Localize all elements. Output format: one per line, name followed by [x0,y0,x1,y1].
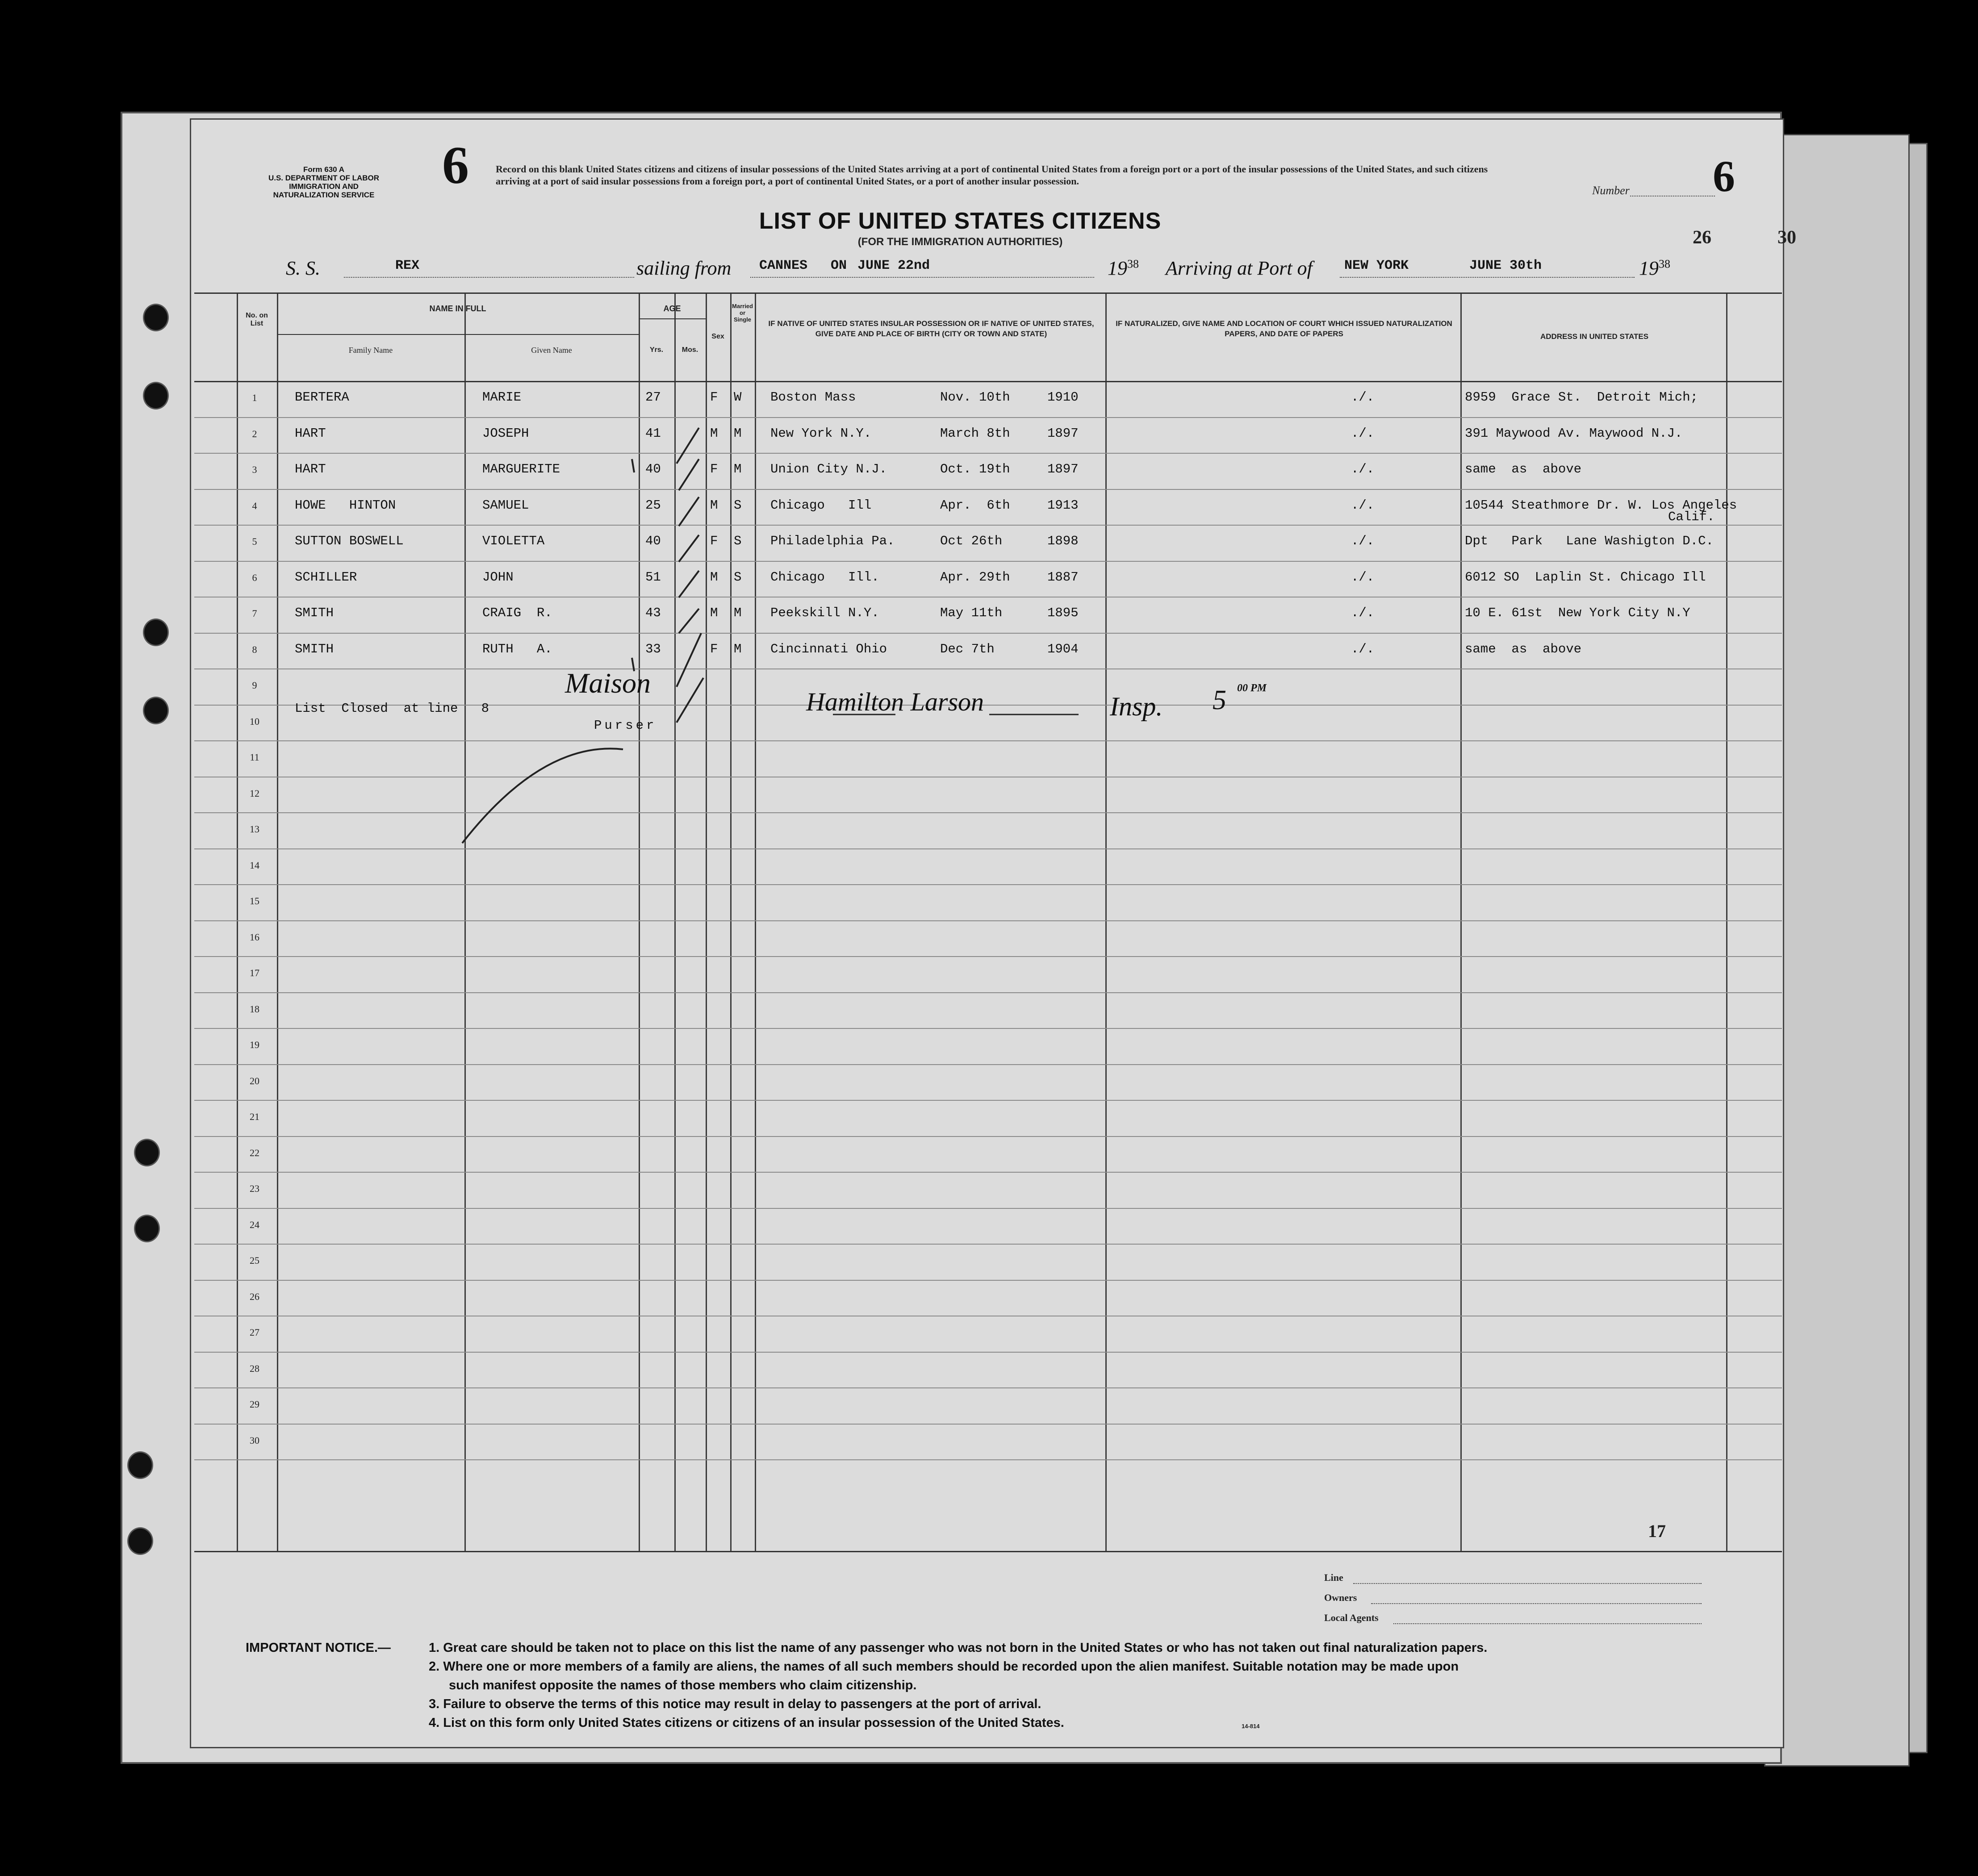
cell-family: SCHILLER [295,569,357,585]
year-prefix-text: 19 [1108,257,1127,279]
cell-birth-year: 1898 [1047,534,1079,548]
department: U.S. DEPARTMENT OF LABOR [268,174,380,182]
cell-ms: W [734,390,742,405]
row-number: 2 [252,428,257,439]
binder-hole [143,697,169,724]
agents-underline [1393,1623,1702,1624]
year-prefix-text: 19 [1639,257,1659,279]
arriving-label: Arriving at Port of [1166,257,1313,279]
passenger-table [194,292,1782,1552]
header-given-name: Given Name [531,346,572,355]
service-line: NATURALIZATION SERVICE [273,191,375,199]
departure-date: JUNE 22nd [857,258,930,273]
cell-sex: M [710,569,718,585]
cell-nat: ./. [1351,390,1375,405]
purser-label: Purser [594,718,657,733]
row-number: 25 [250,1255,259,1266]
header-married-single: Married or Single [732,303,753,323]
handwriting-strokes [194,294,1782,1551]
row-number: 24 [250,1219,259,1230]
cell-sex: M [710,497,718,513]
service-line: IMMIGRATION AND [289,182,359,191]
owners-underline [1371,1603,1702,1604]
cell-birth-year: 1904 [1047,641,1079,656]
cell-ms: S [734,497,742,513]
cell-birth-place: New York N.Y. [770,426,872,441]
row-number: 12 [250,787,259,799]
page-subtitle: (FOR THE IMMIGRATION AUTHORITIES) [857,236,1063,248]
binder-hole [143,382,169,409]
cell-birth-date: March 8th [940,426,1010,441]
form-number-block [250,165,397,199]
cell-birth-year: 1897 [1047,462,1079,476]
on-label: ON [831,258,847,273]
cell-sex: F [710,534,718,548]
row-number: 22 [250,1147,259,1158]
row-number: 23 [250,1183,259,1194]
header-sex: Sex [711,333,724,340]
number-label: Number [1592,184,1630,197]
closing-time-suffix: 00 PM [1237,682,1267,694]
cell-addr-continued: Calif. [1668,509,1715,524]
line-label: Line [1324,1572,1343,1583]
row-number: 4 [252,500,257,511]
cell-yrs: 33 [645,641,661,656]
cell-nat: ./. [1351,569,1375,585]
cell-family: HOWE HINTON [295,497,396,513]
list-number-large: 6 [442,135,469,195]
cell-birth-year: 1895 [1047,606,1079,620]
row-number: 21 [250,1111,259,1122]
cell-birth-date: Apr. 6th [940,497,1010,513]
row-number: 1 [252,392,257,403]
cell-nat: ./. [1351,497,1375,513]
header-years: Yrs. [649,346,664,354]
notice-item-2: 2. Where one or more members of a family are aliens, the names of all such members should be recorded upon the alien manifest. Suitable notation may be made upon [429,1659,1459,1674]
cell-birth-date: May 11th [940,606,1003,620]
ship-name: REX [395,258,420,273]
cell-nat: ./. [1351,462,1375,476]
row-number: 17 [250,967,259,978]
cell-yrs: 25 [645,497,661,513]
owners-label: Owners [1324,1592,1357,1603]
cell-family: HART [295,462,326,476]
cell-nat: ./. [1351,426,1375,441]
row-number: 28 [250,1362,259,1374]
row-number: 27 [250,1327,259,1338]
header-name-in-full: NAME IN FULL [429,304,486,313]
cell-ms: M [734,606,742,620]
notice-item-4: 4. List on this form only United States citizens or citizens of an insular possession of the United States. [429,1716,1064,1730]
row-number: 16 [250,931,259,943]
notice-item-2-cont: such manifest opposite the names of those members who claim citizenship. [449,1678,917,1692]
row-number: 13 [250,823,259,835]
arrival-date: JUNE 30th [1469,258,1542,273]
inspector-signature: Hamilton Larson [806,687,984,716]
sheet-number: 26 [1693,227,1711,248]
cell-given: RUTH A. [482,641,552,656]
row-number: 30 [250,1434,259,1446]
cell-sex: F [710,390,718,405]
cell-family: SUTTON BOSWELL [295,534,404,548]
cell-birth-place: Boston Mass [770,390,856,405]
instruction-text: Record on this blank United States citizens and citizens of insular possessions of the United States arriving at a port of continental United States from a foreign port or a port of the insular possessions of the United States, and such citizens arriving at a port of said insular possessions from a foreign port, a port of continental United States, or a port of another insular possession. [496,163,1488,187]
year-prefix [1639,257,1670,280]
form-number: Form 630 A [303,165,344,174]
row-number: 15 [250,895,259,907]
cell-yrs: 40 [645,534,661,548]
cell-birth-place: Union City N.J. [770,462,887,476]
cell-addr: 10 E. 61st New York City N.Y [1465,606,1690,620]
header-naturalized: IF NATURALIZED, GIVE NAME AND LOCATION OF COURT WHICH ISSUED NATURALIZATION PAPERS, AND DATE OF PAPERS [1116,319,1452,338]
year-prefix [1108,257,1139,280]
back-sheet [1764,134,1910,1767]
list-closed-text: List Closed at line 8 [295,701,489,716]
row-number: 6 [252,572,257,583]
cell-family: HART [295,426,326,441]
cell-given: JOSEPH [482,426,529,441]
binder-hole [134,1215,160,1242]
cell-given: CRAIG R. [482,606,552,620]
cell-addr: Dpt Park Lane Washigton D.C. [1465,534,1714,548]
cell-addr: same as above [1465,641,1582,656]
sailing-underline [750,277,1094,278]
departure-year: 38 [1127,257,1139,271]
header-months: Mos. [682,346,698,354]
cell-birth-year: 1897 [1047,426,1079,441]
header-address: ADDRESS IN UNITED STATES [1540,332,1649,341]
cell-given: MARIE [482,390,522,405]
cell-sex: M [710,606,718,620]
sailing-label: sailing from [636,257,732,279]
print-code: 14-814 [1242,1723,1260,1730]
page-title: LIST OF UNITED STATES CITIZENS [759,208,1162,234]
cell-family: SMITH [295,606,334,620]
local-agents-label: Local Agents [1324,1612,1379,1623]
row-number: 19 [250,1039,259,1050]
notice-label: IMPORTANT NOTICE.— [246,1641,391,1655]
cell-given: SAMUEL [482,497,529,513]
purser-signature: Maison [565,667,651,699]
binder-hole [127,1451,153,1479]
closing-time: 5 [1213,685,1226,715]
cell-birth-place: Chicago Ill. [770,569,879,585]
row-number: 20 [250,1075,259,1086]
cell-ms: M [734,426,742,441]
binder-hole [143,618,169,646]
cell-yrs: 51 [645,569,661,585]
cell-sex: F [710,462,718,476]
cell-birth-year: 1887 [1047,569,1079,585]
cell-addr: 6012 SO Laplin St. Chicago Ill [1465,569,1706,585]
cell-given: JOHN [482,569,514,585]
cell-birth-place: Peekskill N.Y. [770,606,879,620]
cell-family: SMITH [295,641,334,656]
notice-item-1: 1. Great care should be taken not to place on this list the name of any passenger who was not born in the United States or who has not taken out final naturalization papers. [429,1641,1488,1655]
ss-label: S. S. [286,257,320,279]
row-number: 3 [252,464,257,475]
cell-nat: ./. [1351,606,1375,620]
binder-hole [143,304,169,331]
cell-sex: F [710,641,718,656]
cell-birth-place: Philadelphia Pa. [770,534,895,548]
cell-birth-date: Nov. 10th [940,390,1010,405]
cell-yrs: 27 [645,390,661,405]
cell-birth-date: Oct. 19th [940,462,1010,476]
cell-addr: same as above [1465,462,1582,476]
cell-ms: S [734,569,742,585]
row-number: 5 [252,536,257,547]
row-number: 29 [250,1399,259,1410]
row-number: 9 [252,680,257,691]
ship-underline [344,277,634,278]
cell-nat: ./. [1351,534,1375,548]
inspector-note: Insp. [1110,692,1163,721]
cell-birth-place: Chicago Ill [770,497,872,513]
cell-sex: M [710,426,718,441]
row-number: 7 [252,608,257,619]
row-number: 26 [250,1291,259,1302]
cell-birth-date: Dec 7th [940,641,995,656]
cell-ms: M [734,462,742,476]
cell-ms: S [734,534,742,548]
cell-addr: 8959 Grace St. Detroit Mich; [1465,390,1698,405]
sheet-count: 17 [1648,1521,1666,1541]
cell-yrs: 41 [645,426,661,441]
number-value: 6 [1713,151,1735,201]
cell-ms: M [734,641,742,656]
header-birth: IF NATIVE OF UNITED STATES INSULAR POSSESSION OR IF NATIVE OF UNITED STATES, GIVE DATE AND PLACE OF BIRTH (CITY OR TOWN AND STATE) [768,319,1094,338]
row-number: 10 [250,715,259,727]
cell-birth-year: 1910 [1047,390,1079,405]
row-number: 11 [250,752,259,763]
row-number: 8 [252,643,257,655]
cell-birth-year: 1913 [1047,497,1079,513]
arrival-underline [1340,277,1635,278]
cell-addr: 391 Maywood Av. Maywood N.J. [1465,426,1683,441]
arrival-year: 38 [1659,257,1670,271]
cell-addr: 10544 Steathmore Dr. W. Los Angeles [1465,497,1737,513]
sheet-number: 30 [1777,227,1796,248]
line-underline [1353,1583,1702,1584]
binder-hole [127,1527,153,1555]
cell-yrs: 40 [645,462,661,476]
row-number: 14 [250,859,259,871]
header-family-name: Family Name [348,346,393,355]
cell-nat: ./. [1351,641,1375,656]
header-no-on-list: No. on List [246,312,268,327]
notice-item-3: 3. Failure to observe the terms of this notice may result in delay to passengers at the port of arrival. [429,1697,1041,1711]
cell-birth-date: Apr. 29th [940,569,1010,585]
row-number: 18 [250,1003,259,1015]
arrival-port: NEW YORK [1344,258,1409,273]
departure-port: CANNES [759,258,808,273]
cell-birth-date: Oct 26th [940,534,1003,548]
binder-hole [134,1139,160,1166]
cell-given: VIOLETTA [482,534,545,548]
cell-given: MARGUERITE [482,462,560,476]
cell-yrs: 43 [645,606,661,620]
cell-family: BERTERA [295,390,349,405]
header-age: AGE [663,304,681,313]
cell-birth-place: Cincinnati Ohio [770,641,887,656]
